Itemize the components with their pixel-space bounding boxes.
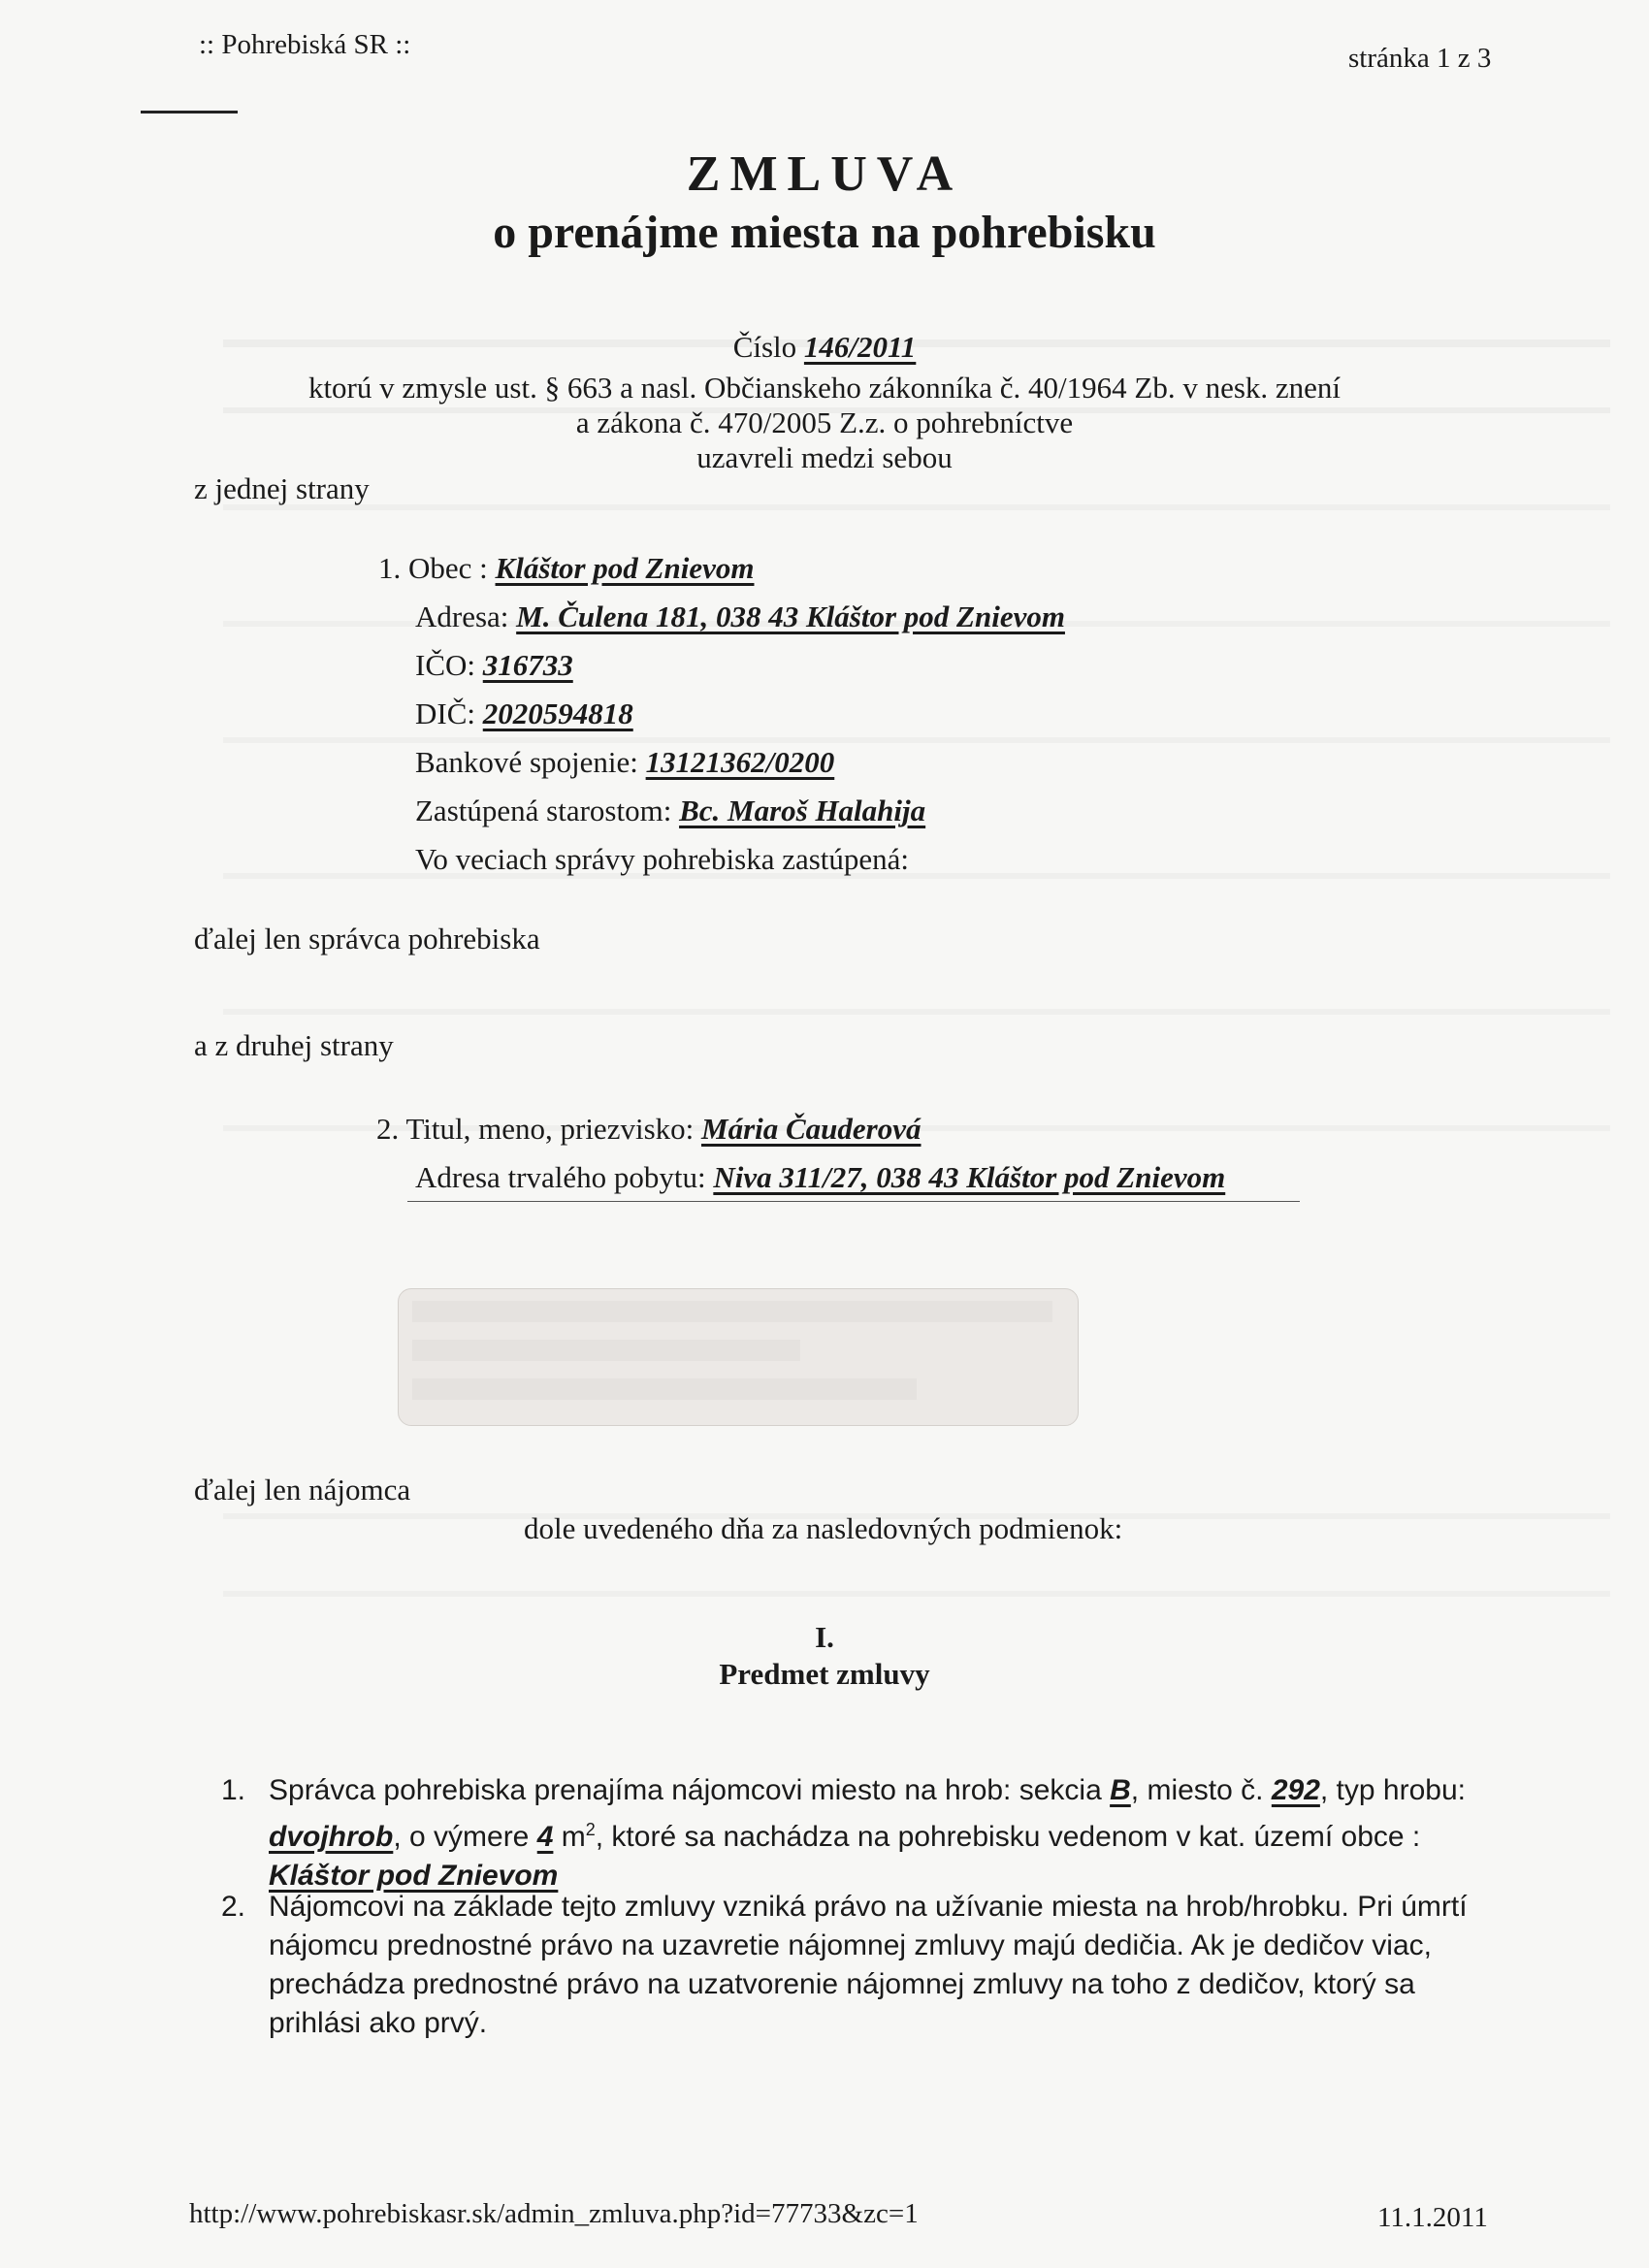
obec-label: 1. Obec : bbox=[378, 551, 488, 585]
item2-line1: Nájomcovi na základe tejto zmluvy vzniká právo na užívanie miesta na hrob/hrobku. Pri úmrtí bbox=[269, 1891, 1468, 1923]
footer-url: http://www.pohrebiskasr.sk/admin_zmluva.php?id=77733&zc=1 bbox=[189, 2198, 919, 2229]
address-value: M. Čulena 181, 038 43 Kláštor pod Znievom bbox=[516, 599, 1065, 633]
unit-superscript: 2 bbox=[585, 1820, 596, 1839]
item2-line2: nájomcu prednostné právo na uzavretie nájomnej zmluvy majú dedičia. Ak je dedičov viac, bbox=[269, 1929, 1432, 1961]
party1-side-label: z jednej strany bbox=[194, 471, 370, 505]
item2-number: 2. bbox=[221, 1891, 246, 1923]
item1-part3: , typ hrobu: bbox=[1319, 1774, 1466, 1806]
article-heading: Predmet zmluvy bbox=[719, 1657, 930, 1691]
party1-admin-rep: Vo veciach správy pohrebiska zastúpená: bbox=[415, 842, 910, 876]
party2-name bbox=[376, 1112, 922, 1147]
party2-address bbox=[415, 1160, 1225, 1195]
address-rule bbox=[407, 1201, 1300, 1202]
item1-text bbox=[269, 1771, 1501, 1895]
contract-number-value: 146/2011 bbox=[803, 330, 917, 364]
bank-label: Bankové spojenie: bbox=[415, 745, 638, 779]
item2-line3: prechádza prednostné právo na uzatvorenie nájomnej zmluvy na toho z dedičov, ktorý sa bbox=[269, 1968, 1415, 2000]
unit: m bbox=[561, 1821, 586, 1853]
law-reference: ktorú v zmysle ust. § 663 a nasl. Občianskeho zákonníka č. 40/1964 Zb. v nesk. znení bbox=[307, 371, 1342, 405]
footer-date: 11.1.2011 bbox=[1377, 2202, 1488, 2233]
document-subtitle: o prenájme miesta na pohrebisku bbox=[493, 207, 1156, 258]
concluded-text: uzavreli medzi sebou bbox=[696, 440, 953, 474]
ico-label: IČO: bbox=[415, 648, 475, 682]
document-title: ZMLUVA bbox=[686, 146, 963, 202]
party1-address bbox=[415, 599, 1065, 634]
party1-obec bbox=[378, 551, 754, 586]
typ-value: dvojhrob bbox=[269, 1821, 394, 1853]
item1-number: 1. bbox=[221, 1774, 246, 1806]
party2-role: ďalej len nájomca bbox=[194, 1473, 411, 1507]
contract-number-label: Číslo bbox=[732, 330, 797, 364]
item2-line4: prihlási ako prvý. bbox=[269, 2007, 488, 2039]
redaction-box bbox=[398, 1288, 1079, 1426]
bank-value: 13121362/0200 bbox=[645, 745, 835, 779]
item1-part5: , ktoré sa nachádza na pohrebisku vedenom v kat. území obce : bbox=[595, 1821, 1421, 1853]
miesto-value: 292 bbox=[1271, 1774, 1320, 1806]
sekcia-value: B bbox=[1110, 1774, 1131, 1806]
name-value: Mária Čauderová bbox=[701, 1112, 922, 1146]
ico-value: 316733 bbox=[482, 648, 573, 682]
party1-ico bbox=[415, 648, 573, 683]
name-label: 2. Titul, meno, priezvisko: bbox=[376, 1112, 695, 1146]
page-indicator: stránka 1 z 3 bbox=[1348, 43, 1492, 74]
item1-part1: Správca pohrebiska prenajíma nájomcovi miesto na hrob: sekcia bbox=[269, 1774, 1102, 1806]
address-label: Adresa: bbox=[415, 599, 509, 633]
contract-number bbox=[0, 330, 1649, 365]
item1-part4: , o výmere bbox=[393, 1821, 530, 1853]
vymera-value: 4 bbox=[536, 1821, 554, 1853]
party1-dic bbox=[415, 697, 633, 731]
dic-label: DIČ: bbox=[415, 697, 475, 730]
dic-value: 2020594818 bbox=[482, 697, 633, 730]
representative-value: Bc. Maroš Halahija bbox=[679, 794, 926, 827]
item1-obec-value: Kláštor pod Znievom bbox=[269, 1860, 559, 1892]
header-rule bbox=[141, 111, 238, 113]
item1-part2: , miesto č. bbox=[1130, 1774, 1264, 1806]
party1-representative bbox=[415, 794, 925, 828]
law-reference-2: a zákona č. 470/2005 Z.z. o pohrebníctve bbox=[575, 405, 1074, 439]
site-header: :: Pohrebiská SR :: bbox=[199, 29, 411, 60]
permanent-address-label: Adresa trvalého pobytu: bbox=[415, 1160, 706, 1194]
party1-role: ďalej len správca pohrebiska bbox=[194, 922, 540, 956]
obec-value: Kláštor pod Znievom bbox=[495, 551, 755, 585]
party2-side-label: a z druhej strany bbox=[194, 1028, 394, 1062]
representative-label: Zastúpená starostom: bbox=[415, 794, 672, 827]
permanent-address-value: Niva 311/27, 038 43 Kláštor pod Znievom bbox=[713, 1160, 1226, 1194]
article-number: I. bbox=[815, 1620, 834, 1654]
party1-bank bbox=[415, 745, 834, 780]
conditions-line: dole uvedeného dňa za nasledovných podmienok: bbox=[524, 1511, 1123, 1545]
